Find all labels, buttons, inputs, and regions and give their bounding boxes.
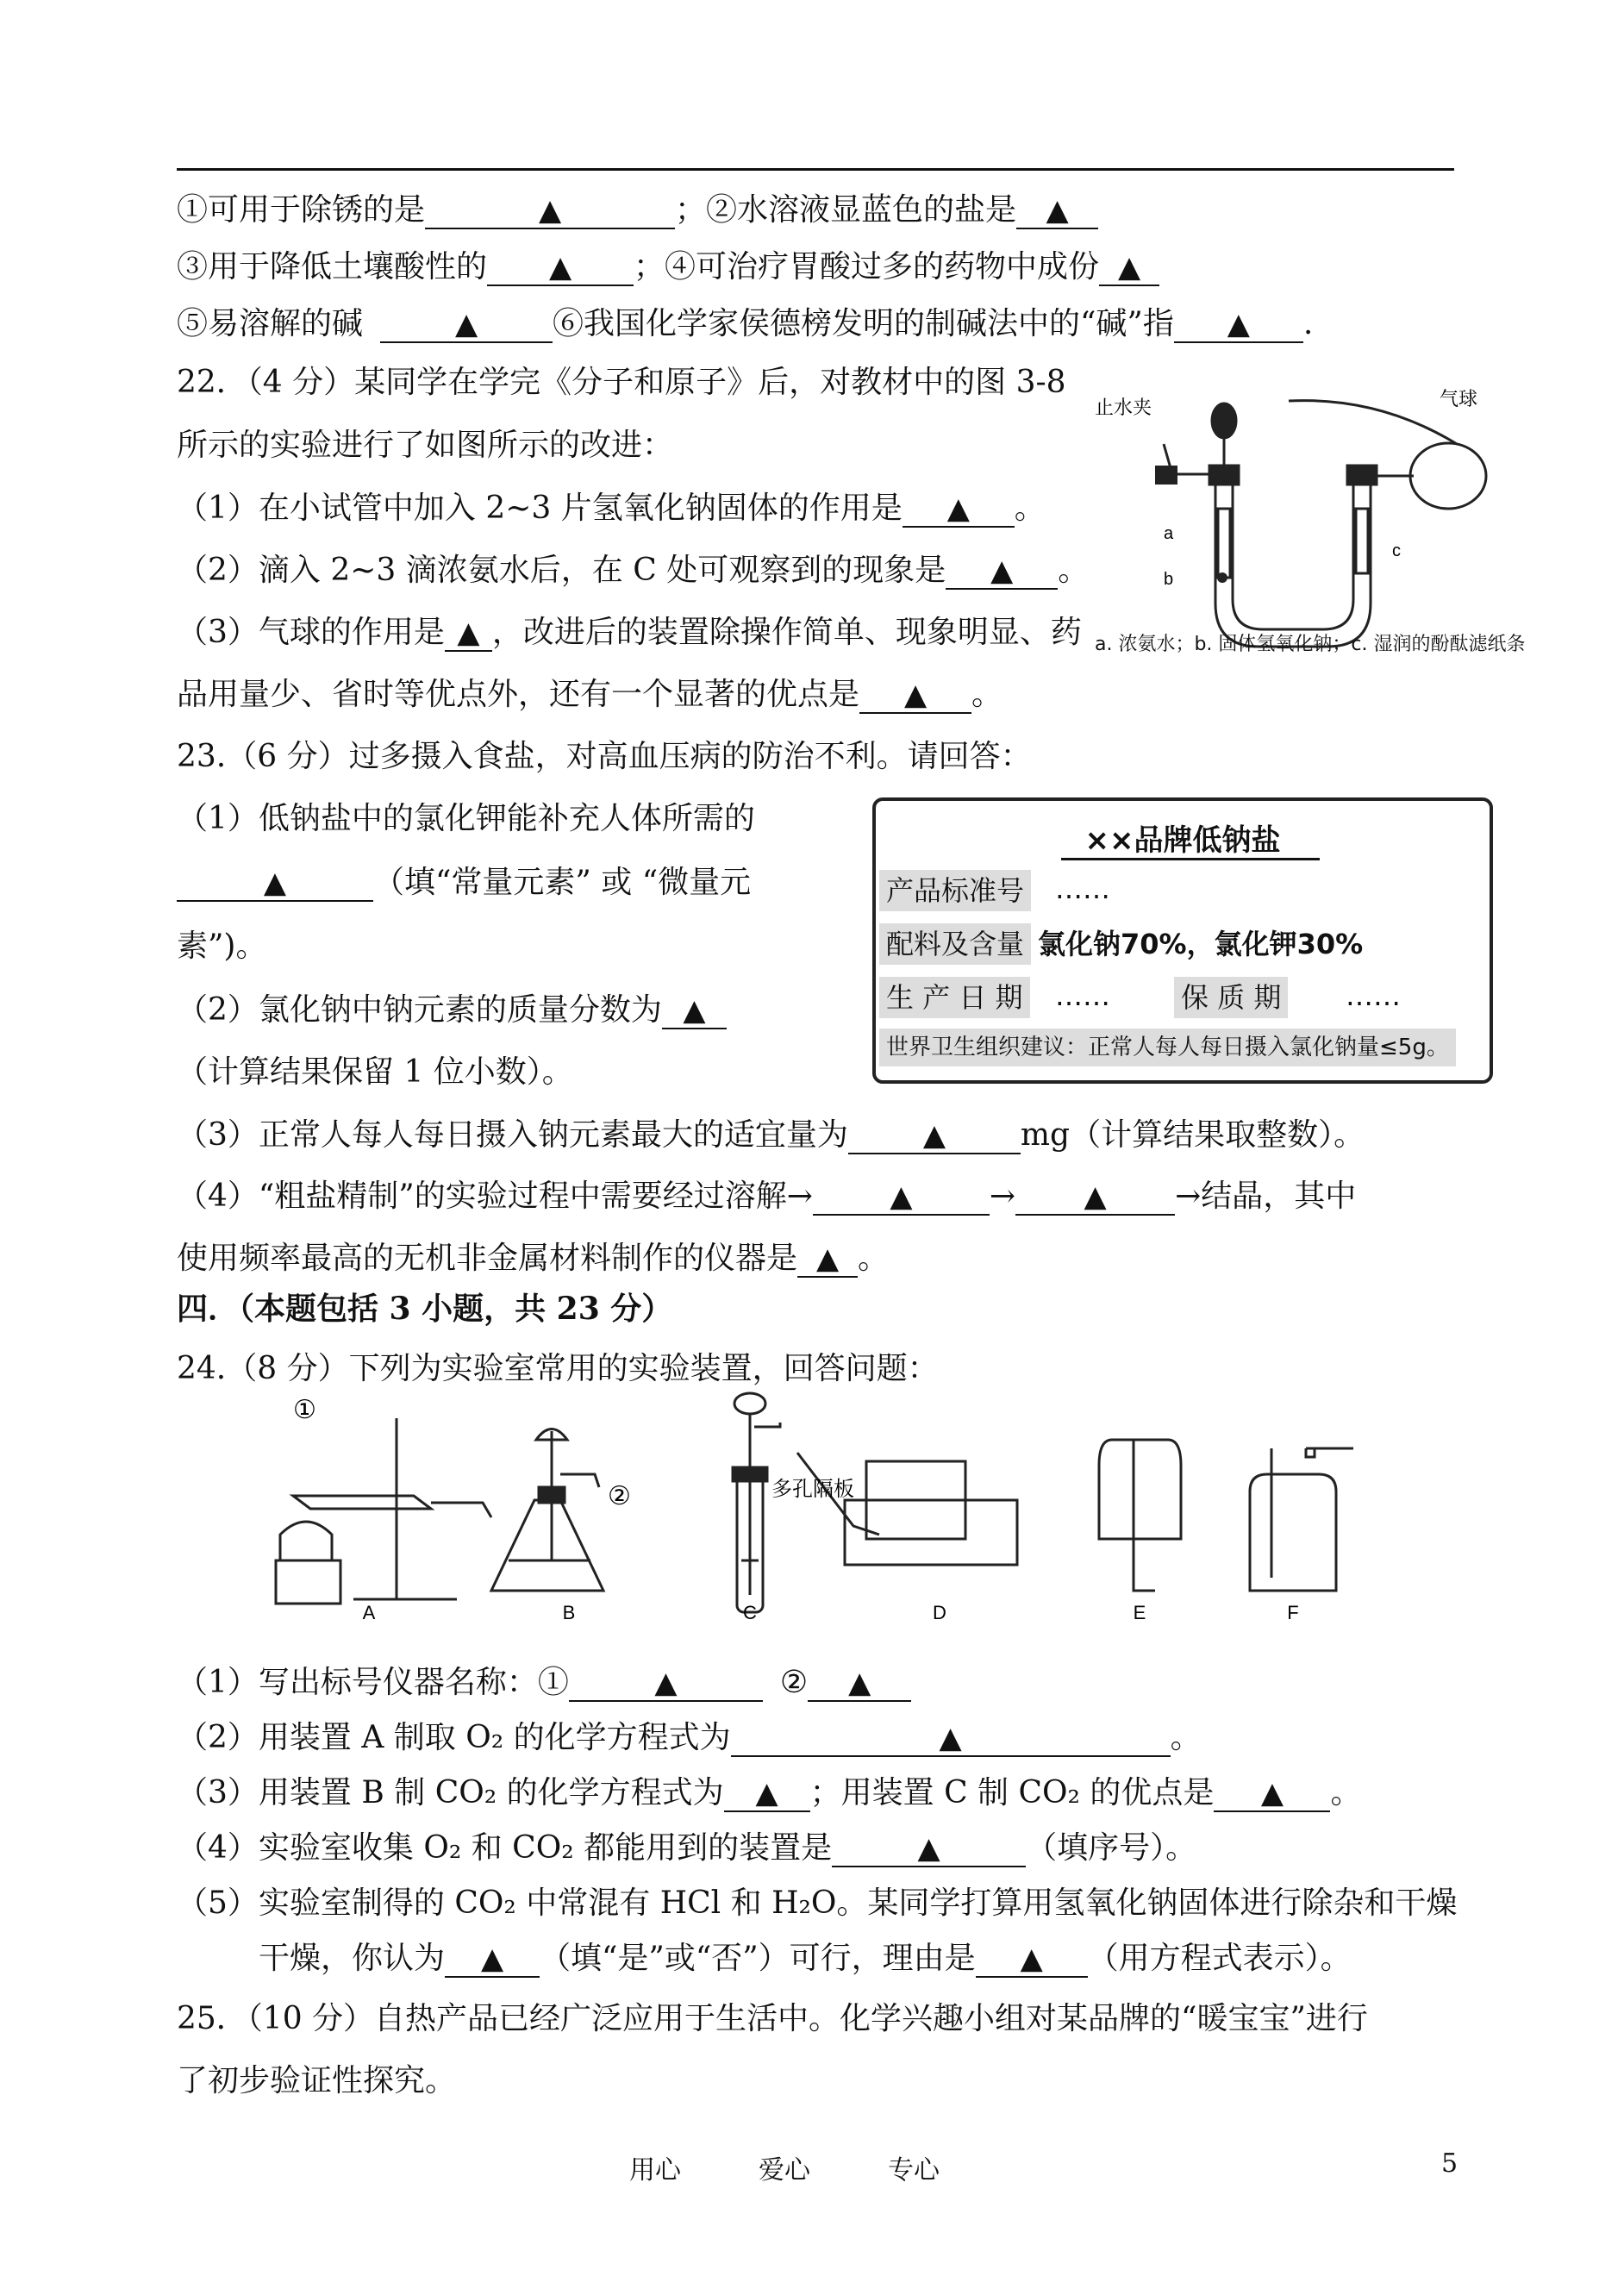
text: 品用量少、省时等优点外，还有一个显著的优点是 [177,677,860,712]
answer-blank[interactable] [813,1179,990,1216]
text: （2）氯化钠中钠元素的质量分数为 [177,992,662,1028]
card-key-production-date: 生 产 日 期 [879,977,1030,1018]
card-value-shelf-life: …… [1346,979,1401,1012]
text: （2）滴入 2~3 滴浓氨水后，在 C 处可观察到的现象是 [177,553,946,588]
apparatus-label-c: C [743,1602,757,1621]
apparatus-caption: a. 浓氨水；b. 固体氢氧化钠；c. 湿润的酚酞滤纸条 [1095,634,1526,655]
mark-2: ② [608,1481,631,1511]
text: ①可用于除锈的是 [177,192,426,228]
card-key-ingredients: 配料及含量 [879,923,1031,965]
card-key-standard: 产品标准号 [879,870,1031,911]
card-value-ingredients: 氯化钠70%，氯化钾30% [1038,928,1364,960]
q25-line2: 了初步验证性探究。 [177,2063,457,2098]
answer-blank[interactable] [569,1666,763,1702]
mark-1: ① [293,1395,316,1425]
q22-p2 [177,552,1089,590]
text: 干燥，你认为 [259,1941,446,1976]
text: 。 [1330,1775,1362,1810]
q22-p3 [177,614,1082,652]
q23-p1a: （1）低钠盐中的氯化钾能补充人体所需的 [177,801,755,836]
answer-blank[interactable] [848,1118,1021,1154]
q23-p2 [177,991,727,1029]
q24-p5b [259,1940,1352,1978]
apparatus-label-b: B [562,1602,576,1621]
q24-p1 [177,1664,911,1702]
text: （2）用装置 A 制取 O₂ 的化学方程式为 [177,1720,731,1755]
text: （3）气球的作用是 [177,615,445,650]
q24-p2 [177,1719,1202,1757]
text: （1）写出标号仪器名称：① [177,1665,569,1700]
text: （1）在小试管中加入 2~3 片氢氧化钠固体的作用是 [177,491,903,526]
q23-p2b: （计算结果保留 1 位小数）。 [177,1054,573,1090]
card-title: ××品牌低钠盐 [1084,823,1281,858]
q22-head2: 所示的实验进行了如图所示的改进： [177,428,674,463]
card-key-shelf-life: 保 质 期 [1174,977,1288,1018]
text: . [1302,306,1314,341]
answer-blank[interactable] [724,1776,810,1812]
page-number: 5 [1441,2148,1458,2179]
text: ；④可治疗胃酸过多的药物中成份 [634,249,1100,285]
apparatus-label-f: F [1287,1602,1299,1621]
q22-head1: 22．（4 分）某同学在学完《分子和原子》后，对教材中的图 3-8 [177,365,1066,400]
answer-blank[interactable] [808,1666,911,1702]
answer-blank[interactable] [425,193,675,229]
q24-head: 24.（8 分）下列为实验室常用的实验装置，回答问题： [177,1351,939,1386]
text: 。 [1058,553,1090,588]
q23-p4 [177,1178,1356,1216]
text: （填“是”或“否”）可行，理由是 [540,1941,976,1976]
text: ；②水溶液显蓝色的盐是 [675,192,1017,228]
answer-blank[interactable] [1214,1776,1330,1812]
answer-blank[interactable] [903,491,1015,528]
text: 使用频率最高的无机非金属材料制作的仪器是 [177,1241,798,1276]
label-a: a [1164,524,1174,543]
answer-blank[interactable] [445,616,492,652]
apparatus-label-a: A [362,1602,376,1621]
q23-p1c: 素”)。 [177,929,267,964]
text: ⑤易溶解的碱 [177,306,364,341]
text: 。 [1170,1720,1202,1755]
q23-p4d [177,1240,889,1278]
q21-line1 [177,191,1098,229]
q22-p1 [177,490,1046,528]
card-value-production-date: …… [1055,979,1110,1012]
text: （3）用装置 B 制 CO₂ 的化学方程式为 [177,1775,724,1810]
perforated-plate-label: 多孔隔板 [771,1478,854,1501]
answer-blank[interactable] [1015,1179,1175,1216]
answer-blank[interactable] [859,678,971,714]
answer-blank[interactable] [1174,307,1303,343]
footer-slogan-2: 爱心 [759,2155,810,2186]
answer-blank[interactable] [380,307,553,343]
card-who-note: 世界卫生组织建议：正常人每人每日摄入氯化钠量≤5g。 [879,1029,1456,1066]
footer-slogan-3: 专心 [888,2155,940,2186]
answer-blank[interactable] [177,866,373,902]
balloon-label: 气球 [1440,388,1478,410]
text: → [989,1179,1016,1214]
q24-p4 [177,1829,1196,1867]
text: （4）“粗盐精制”的实验过程中需要经过溶解→ [177,1179,813,1214]
text: ③用于降低土壤酸性的 [177,249,488,285]
answer-blank[interactable] [1099,250,1159,286]
card-title-underline [1061,858,1320,860]
text: 。 [1014,491,1046,526]
text: ② [779,1665,809,1700]
answer-blank[interactable] [832,1831,1026,1867]
answer-blank[interactable] [445,1942,540,1978]
lab-apparatus-figure [259,1388,1396,1621]
q24-p3 [177,1774,1361,1812]
header-rule [177,168,1454,171]
apparatus-label-d: D [933,1602,946,1621]
label-b: b [1164,570,1174,589]
answer-blank[interactable] [662,993,727,1029]
q23-p3 [177,1116,1365,1154]
answer-blank[interactable] [731,1721,1171,1757]
text: mg（计算结果取整数）。 [1020,1117,1365,1153]
answer-blank[interactable] [946,553,1058,590]
label-c: c [1392,541,1401,560]
card-value-standard: …… [1055,872,1110,905]
section-4-heading: 四．（本题包括 3 小题，共 23 分） [177,1291,673,1327]
q21-line2 [177,248,1159,286]
text: →结晶，其中 [1175,1179,1357,1214]
answer-blank[interactable] [797,1241,858,1278]
q24-p5: （5）实验室制得的 CO₂ 中常混有 HCl 和 H₂O。某同学打算用氢氧化钠固体进行除杂和干燥 [177,1885,1458,1921]
q23-p1b [177,864,751,902]
text: （3）正常人每人每日摄入钠元素最大的适宜量为 [177,1117,848,1153]
clip-label: 止水夹 [1095,397,1152,418]
text: （填序号）。 [1026,1830,1197,1866]
answer-blank[interactable] [487,250,634,286]
q23-head: 23.（6 分）过多摄入食盐，对高血压病的防治不利。请回答： [177,739,1032,774]
text: 。 [971,677,1003,712]
text: ⑥我国化学家侯德榜发明的制碱法中的“碱”指 [553,306,1174,341]
u-tube-apparatus-figure [1095,379,1508,664]
apparatus-label-e: E [1133,1602,1146,1621]
text: （填“常量元素” 或 “微量元 [373,865,752,900]
text: （用方程式表示）。 [1087,1941,1352,1976]
low-sodium-salt-label-card [872,797,1493,1084]
text: 。 [858,1241,890,1276]
q25-line1: 25．（10 分）自热产品已经广泛应用于生活中。化学兴趣小组对某品牌的“暖宝宝”进行 [177,2001,1368,2036]
answer-blank[interactable] [976,1942,1088,1978]
q21-line3 [177,305,1313,343]
answer-blank[interactable] [1016,193,1098,229]
text: ，改进后的装置除操作简单、现象明显、药 [491,615,1082,650]
text: （4）实验室收集 O₂ 和 CO₂ 都能用到的装置是 [177,1830,833,1866]
q22-p3c [177,676,1003,714]
footer-slogan-1: 用心 [629,2155,681,2186]
text: ；用装置 C 制 CO₂ 的优点是 [809,1775,1215,1810]
